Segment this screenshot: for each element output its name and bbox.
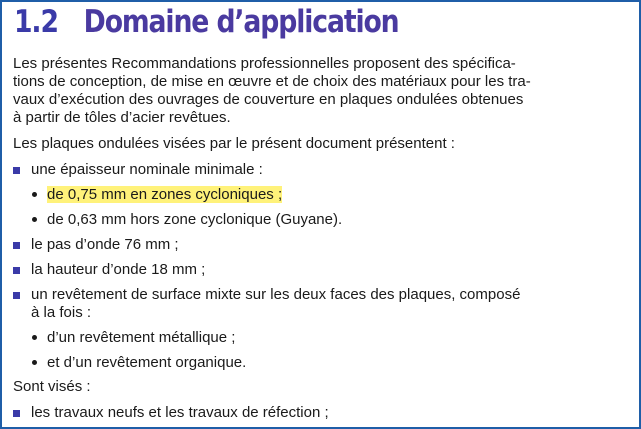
section-number: 1.2 bbox=[14, 4, 58, 40]
intro-paragraph bbox=[13, 55, 625, 127]
list-item-text: le pas d’onde 76 mm ; bbox=[31, 236, 179, 253]
list-item bbox=[13, 261, 625, 279]
intro-line: tions de conception, de mise en œuvre et de choix des matériaux pour les tra- bbox=[13, 73, 531, 90]
list-item-text: la hauteur d’onde 18 mm ; bbox=[31, 261, 206, 278]
square-bullet-icon bbox=[13, 267, 20, 274]
square-bullet-icon bbox=[13, 410, 20, 417]
round-bullet-icon bbox=[32, 192, 37, 197]
list-item bbox=[13, 236, 625, 254]
list-item bbox=[13, 404, 625, 422]
round-bullet-icon bbox=[32, 217, 37, 222]
round-bullet-icon bbox=[32, 360, 37, 365]
intro-line: Les présentes Recommandations professionnelles proposent des spécifica- bbox=[13, 55, 516, 72]
highlighted-text: de 0,75 mm en zones cycloniques ; bbox=[47, 186, 283, 203]
sub-list-item bbox=[13, 354, 625, 372]
square-bullet-icon bbox=[13, 167, 20, 174]
intro-line: à partir de tôles d’acier revêtues. bbox=[13, 109, 231, 126]
sub-list-item-text: et d’un revêtement organique. bbox=[47, 354, 247, 371]
sub-list-item bbox=[13, 211, 625, 229]
vises-intro: Sont visés : bbox=[13, 378, 91, 395]
square-bullet-icon bbox=[13, 292, 20, 299]
list-intro: Les plaques ondulées visées par le présent document présentent : bbox=[13, 135, 455, 152]
intro-line: vaux d’exécution des ouvrages de couverture en plaques ondulées obtenues bbox=[13, 91, 524, 108]
section-body bbox=[13, 55, 625, 429]
section-heading bbox=[14, 4, 399, 40]
sub-list-item bbox=[13, 186, 625, 204]
sub-list-item bbox=[13, 329, 625, 347]
list-item bbox=[13, 286, 625, 322]
list-item-text: une épaisseur nominale minimale : bbox=[31, 161, 263, 178]
section-title: Domaine d’application bbox=[83, 4, 399, 40]
list-item bbox=[13, 161, 625, 179]
round-bullet-icon bbox=[32, 335, 37, 340]
square-bullet-icon bbox=[13, 242, 20, 249]
list-item-text: à la fois : bbox=[31, 304, 92, 321]
sub-list-item-text: de 0,63 mm hors zone cyclonique (Guyane). bbox=[47, 211, 343, 228]
list-item-text: les travaux neufs et les travaux de réfection ; bbox=[31, 404, 329, 421]
list-item-text: un revêtement de surface mixte sur les deux faces des plaques, composé bbox=[31, 286, 521, 303]
sub-list-item-text: d’un revêtement métallique ; bbox=[47, 329, 236, 346]
